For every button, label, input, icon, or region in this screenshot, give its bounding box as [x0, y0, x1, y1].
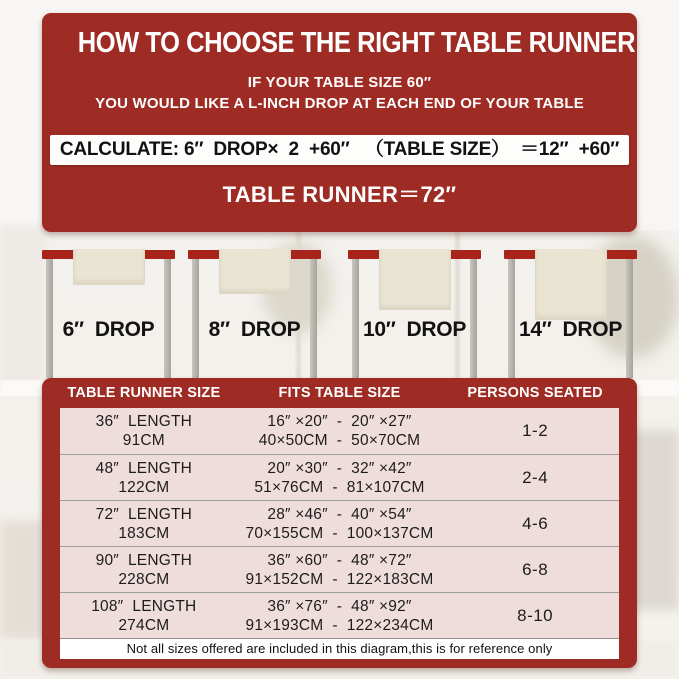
runner-swatch: [535, 249, 607, 320]
drop-label: 6″ DROP: [62, 318, 155, 341]
table-row: [60, 592, 619, 638]
runner-size-inches: 48″ LENGTH: [95, 459, 193, 477]
table-figure-6in-drop: [42, 248, 175, 382]
persons-seated: 4-6: [522, 513, 549, 533]
runner-swatch: [219, 249, 291, 294]
table-row: [60, 546, 619, 592]
table-figure-10in-drop: [348, 248, 481, 382]
calculation-bar: CALCULATE: 6″ DROP× 2 +60″ （TABLE SIZE） ＝12″ +60″: [50, 135, 629, 165]
size-table: [42, 378, 637, 668]
chair-silhouette: [630, 430, 679, 610]
size-table-header: [60, 378, 619, 408]
fits-size-cm: 40×50CM - 50×70CM: [258, 432, 421, 449]
column-header-fits-table: FITS TABLE SIZE: [278, 385, 401, 401]
reference-note: Not all sizes offered are included in this diagram,this is for reference only: [60, 638, 619, 659]
runner-swatch: [379, 249, 451, 310]
subtitle-line-2: YOU WOULD LIKE A L-INCH DROP AT EACH END OF YOUR TABLE: [95, 95, 584, 112]
fits-size-inches: 28″ ×46″ - 40″ ×54″: [267, 505, 412, 523]
header-panel: [42, 13, 637, 232]
column-header-persons: PERSONS SEATED: [467, 385, 603, 401]
drop-label: 8″ DROP: [208, 318, 301, 341]
subtitle-line-1: IF YOUR TABLE SIZE 60″: [247, 74, 432, 91]
runner-size-cm: 122CM: [118, 478, 170, 496]
drop-label: 14″ DROP: [518, 318, 623, 341]
table-row: [60, 408, 619, 454]
runner-size-cm: 183CM: [118, 524, 170, 542]
persons-seated: 2-4: [522, 467, 549, 487]
fits-size-cm: 91×152CM - 122×183CM: [245, 570, 434, 588]
fits-size-cm: 51×76CM - 81×107CM: [254, 478, 425, 496]
runner-size-inches: 90″ LENGTH: [95, 551, 193, 569]
drop-label: 10″ DROP: [362, 318, 467, 341]
table-figure-14in-drop: [504, 248, 637, 382]
size-table-body: [60, 408, 619, 638]
column-header-runner-size: TABLE RUNNER SIZE: [67, 385, 221, 401]
fits-size-inches: 36″ ×60″ - 48″ ×72″: [267, 551, 412, 569]
table-figure-8in-drop: [188, 248, 321, 382]
table-row: [60, 500, 619, 546]
runner-size-inches: 108″ LENGTH: [91, 597, 197, 615]
runner-size-cm: 274CM: [118, 616, 170, 634]
persons-seated: 1-2: [522, 421, 549, 440]
fits-size-inches: 20″ ×30″ - 32″ ×42″: [267, 459, 412, 477]
fits-size-inches: 16″ ×20″ - 20″ ×27″: [267, 413, 412, 430]
fits-size-cm: 70×155CM - 100×137CM: [245, 524, 434, 542]
fits-size-cm: 91×193CM - 122×234CM: [245, 616, 434, 634]
runner-size-inches: 36″ LENGTH: [95, 413, 193, 430]
page-title: HOW TO CHOOSE THE RIGHT TABLE RUNNER: [77, 27, 636, 59]
runner-size-cm: 228CM: [118, 570, 170, 588]
runner-size-cm: 91CM: [122, 432, 165, 449]
runner-result: TABLE RUNNER＝72″: [222, 182, 457, 207]
wall-silhouette: [0, 225, 45, 395]
persons-seated: 8-10: [517, 605, 554, 625]
persons-seated: 6-8: [522, 559, 549, 579]
runner-size-inches: 72″ LENGTH: [95, 505, 193, 523]
runner-swatch: [73, 249, 145, 285]
table-row: [60, 454, 619, 500]
fits-size-inches: 36″ ×76″ - 48″ ×92″: [267, 597, 412, 615]
